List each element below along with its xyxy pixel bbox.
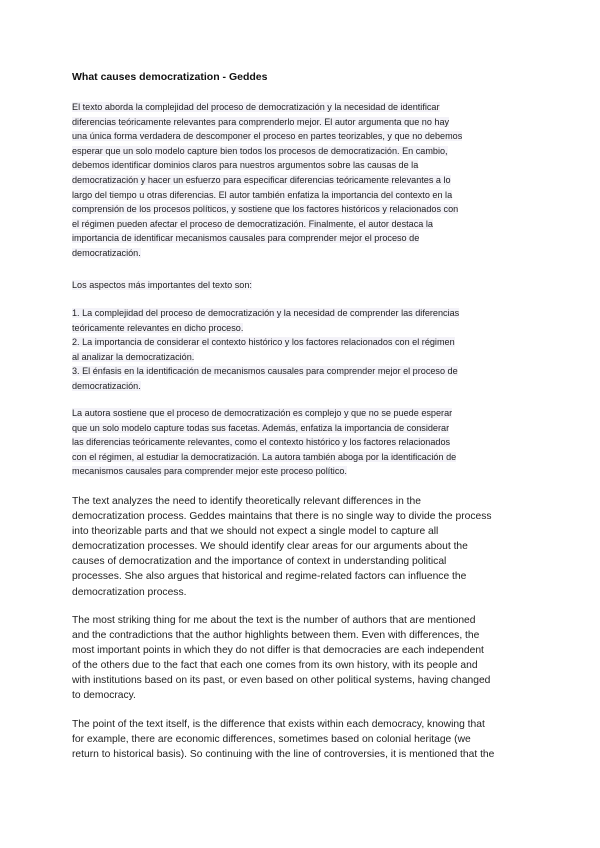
text-line	[72, 364, 459, 379]
text-line	[72, 658, 490, 673]
text-line-content: return to historical basis). So continuing with the line of controversies, it is mentioned that the	[72, 749, 495, 761]
text-line	[72, 450, 456, 465]
text-line-content: The point of the text itself, is the difference that exists within each democracy, knowing that	[72, 719, 485, 730]
text-line-content: The most striking thing for me about the text is the number of authors that are mentioned	[72, 615, 476, 626]
text-line-content: debemos identificar dominios claros para nuestros argumentos sobre las causas de la	[72, 160, 419, 171]
paragraph-4	[72, 406, 456, 479]
text-line-content: esperar que un solo modelo capture bien todos los procesos de democratización. En cambio,	[72, 145, 448, 156]
text-line	[72, 435, 456, 450]
text-line-content: una única forma verdadera de descomponer el proceso en partes teorizables, y que no debemos	[72, 131, 463, 142]
paragraph-6	[72, 613, 490, 704]
text-line-content: into theorizable parts and that we should not expect a single model to capture all	[72, 526, 439, 538]
text-line	[72, 509, 492, 524]
text-line	[72, 421, 456, 436]
text-line-content: El texto aborda la complejidad del proceso de democratización y la necesidad de identificar	[72, 102, 440, 112]
text-line-content: democratización y hacer un esfuerzo para especificar diferencias teóricamente relevantes a lo	[72, 174, 451, 185]
text-line	[72, 539, 492, 554]
text-line	[72, 350, 459, 365]
text-line	[72, 202, 462, 217]
text-line	[72, 585, 492, 600]
text-line-content: largo del tiempo u otras diferencias. El autor también enfatiza la importancia del contexto en la	[72, 189, 453, 200]
text-line-content: democratization processes. We should identify clear areas for our arguments about the	[72, 541, 468, 553]
text-line	[72, 628, 490, 643]
paragraph-7	[72, 717, 494, 762]
text-line	[72, 494, 492, 509]
text-line	[72, 158, 462, 173]
text-line-content: for example, there are economic differences, sometimes based on colonial heritage (we	[72, 734, 471, 746]
text-line-content: The text analyzes the need to identify theoretically relevant differences in the	[72, 496, 421, 507]
text-line-content: La autora sostiene que el proceso de democratización es complejo y que no se puede esperar	[72, 408, 453, 418]
text-line	[72, 335, 459, 350]
text-line	[72, 747, 494, 762]
text-line-content: 2. La importancia de considerar el contexto histórico y los factores relacionados con el régimen	[72, 337, 455, 348]
text-line-content: el régimen pueden afectar el proceso de democratización. Finalmente, el autor destaca la	[72, 218, 433, 229]
text-line-content: que un solo modelo capture todas sus facetas. Además, enfatiza la importancia de considerar	[72, 422, 450, 433]
paragraph-2	[72, 278, 252, 293]
text-line-content: 3. El énfasis en la identificación de mecanismos causales para comprender mejor el proceso de	[72, 366, 458, 377]
paragraph-1	[72, 100, 462, 261]
text-line-content: Los aspectos más importantes del texto son:	[72, 280, 252, 290]
text-line-content: of the others due to the fact that each one comes from its own history, with its people and	[72, 660, 478, 672]
text-line	[72, 321, 459, 336]
text-line-content: importancia de identificar mecanismos causales para comprender mejor el proceso de	[72, 233, 420, 244]
text-line-content: 1. La complejidad del proceso de democratización y la necesidad de comprender las diferencias	[72, 308, 460, 318]
text-line	[72, 115, 462, 130]
text-line	[72, 217, 462, 232]
text-line-content: democratización.	[72, 247, 141, 258]
text-line-content: mecanismos causales para comprender mejor este proceso político.	[72, 466, 347, 477]
text-line	[72, 306, 459, 321]
text-line	[72, 688, 490, 703]
paragraph-3	[72, 306, 459, 394]
text-line	[72, 278, 252, 293]
text-line-content: and the contradictions that the author highlights between them. Even with differences, the	[72, 630, 480, 642]
text-line-content: democratización.	[72, 380, 141, 391]
text-line	[72, 554, 492, 569]
text-line	[72, 231, 462, 246]
text-line-content: al analizar la democratización.	[72, 351, 195, 362]
text-line	[72, 173, 462, 188]
text-line-content: to democracy.	[72, 690, 136, 702]
text-line	[72, 732, 494, 747]
text-line	[72, 717, 494, 732]
text-line-content: most important points in which they do not differ is that democracies are each independent	[72, 645, 484, 657]
text-line	[72, 643, 490, 658]
text-line	[72, 379, 459, 394]
text-line	[72, 464, 456, 479]
text-line-content: democratization process. Geddes maintains that there is no single way to divide the process	[72, 511, 492, 523]
text-line	[72, 406, 456, 421]
document-title: What causes democratization - Geddes	[72, 71, 268, 83]
text-line-content: causes of democratization and the importance of context in understanding political	[72, 556, 447, 568]
text-line	[72, 129, 462, 144]
text-line	[72, 246, 462, 261]
text-line-content: with institutions based on its past, or even based on other political systems, having changed	[72, 675, 491, 687]
text-line-content: diferencias teóricamente relevantes para comprenderlo mejor. El autor argumenta que no hay	[72, 116, 450, 127]
text-line-content: democratization process.	[72, 586, 187, 598]
paragraph-5	[72, 494, 492, 600]
text-line-content: comprensión de los procesos políticos, y sostiene que los factores históricos y relacionados con	[72, 204, 459, 215]
text-line-content: teóricamente relevantes en dicho proceso.	[72, 322, 244, 333]
text-line	[72, 673, 490, 688]
text-line	[72, 524, 492, 539]
text-line	[72, 100, 462, 115]
text-line	[72, 613, 490, 628]
text-line	[72, 188, 462, 203]
text-line-content: las diferencias teóricamente relevantes, como el contexto histórico y los factores relacionados	[72, 437, 451, 448]
text-line-content: processes. She also argues that historical and regime-related factors can influence the	[72, 571, 467, 583]
text-line	[72, 569, 492, 584]
text-line-content: con el régimen, al estudiar la democratización. La autora también aboga por la identificación de	[72, 451, 457, 462]
text-line	[72, 144, 462, 159]
